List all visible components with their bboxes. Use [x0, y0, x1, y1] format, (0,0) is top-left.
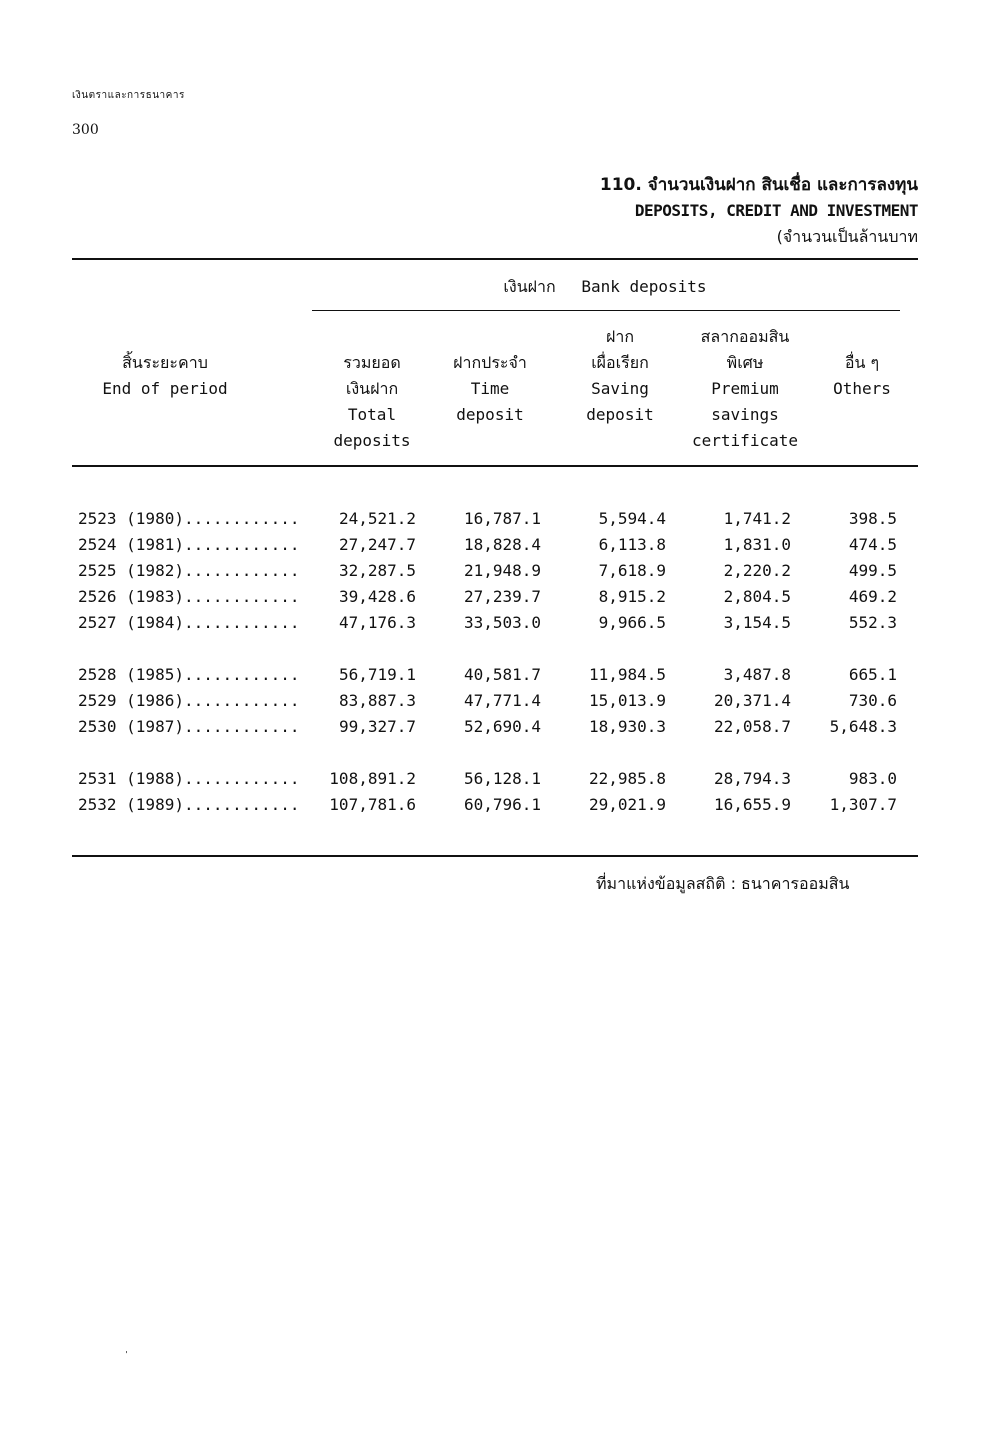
group-header-thai: เงินฝาก	[503, 277, 556, 296]
col-head-line: ฝากประจำ	[453, 353, 527, 372]
table-row	[72, 532, 897, 558]
value-cell: 99,327.7	[338, 717, 416, 736]
value-cell: 1,741.2	[723, 509, 791, 528]
period-cell: 2524 (1981)............	[78, 535, 300, 554]
value-cell: 983.0	[848, 769, 897, 788]
page-number: 300	[72, 122, 99, 138]
value-cell: 21,948.9	[463, 561, 541, 580]
col-head-line: Premium	[711, 379, 779, 398]
table-row	[72, 584, 897, 610]
value-cell: 7,618.9	[598, 561, 666, 580]
value-cell: 2,804.5	[723, 587, 791, 606]
value-cell: 24,521.2	[338, 509, 416, 528]
value-cell: 552.3	[848, 613, 897, 632]
header-bottom-rule	[72, 465, 918, 467]
table-title-thai: 110. จำนวนเงินฝาก สินเชื่อ และการลงทุน	[599, 175, 918, 195]
value-cell: 40,581.7	[463, 665, 541, 684]
col-head-line: Time	[470, 379, 510, 398]
value-cell: 107,781.6	[329, 795, 416, 814]
value-cell: 11,984.5	[588, 665, 666, 684]
value-cell: 6,113.8	[598, 535, 666, 554]
period-cell: 2526 (1983)............	[78, 587, 300, 606]
table-top-rule	[72, 258, 918, 260]
value-cell: 47,176.3	[338, 613, 416, 632]
value-cell: 1,307.7	[829, 795, 897, 814]
col-head-line: รวมยอด	[343, 353, 401, 372]
value-cell: 730.6	[848, 691, 897, 710]
col-head-line: เผื่อเรียก	[591, 353, 649, 372]
data-table	[72, 506, 897, 818]
period-cell: 2529 (1986)............	[78, 691, 300, 710]
value-cell: 3,487.8	[723, 665, 791, 684]
value-cell: 5,594.4	[598, 509, 666, 528]
col-head-line: Others	[833, 379, 891, 398]
col-head-line: สิ้นระยะคาบ	[122, 353, 208, 372]
col-head-line: Saving	[591, 379, 649, 398]
col-head-line: deposit	[586, 405, 654, 424]
group-header-bank-deposits	[310, 275, 900, 300]
value-cell: 56,719.1	[338, 665, 416, 684]
stray-mark: '	[124, 1350, 129, 1359]
value-cell: 56,128.1	[463, 769, 541, 788]
col-head-line: deposits	[333, 431, 411, 450]
value-cell: 32,287.5	[338, 561, 416, 580]
value-cell: 52,690.4	[463, 717, 541, 736]
col-head-line: deposit	[456, 405, 524, 424]
table-row	[72, 688, 897, 714]
value-cell: 474.5	[848, 535, 897, 554]
value-cell: 83,887.3	[338, 691, 416, 710]
table-unit-note: (จำนวนเป็นล้านบาท	[776, 227, 918, 246]
table-row	[72, 792, 897, 818]
period-cell: 2531 (1988)............	[78, 769, 300, 788]
col-head-premium	[675, 324, 815, 454]
group-header-english: Bank deposits	[581, 277, 707, 296]
value-cell: 16,655.9	[713, 795, 791, 814]
value-cell: 18,930.3	[588, 717, 666, 736]
col-head-line: End of period	[102, 379, 228, 398]
value-cell: 1,831.0	[723, 535, 791, 554]
value-cell: 22,985.8	[588, 769, 666, 788]
value-cell: 8,915.2	[598, 587, 666, 606]
period-cell: 2527 (1984)............	[78, 613, 300, 632]
value-cell: 20,371.4	[713, 691, 791, 710]
value-cell: 27,239.7	[463, 587, 541, 606]
table-row	[72, 714, 897, 740]
table-row	[72, 610, 897, 636]
col-head-line: certificate	[692, 431, 798, 450]
value-cell: 665.1	[848, 665, 897, 684]
value-cell: 3,154.5	[723, 613, 791, 632]
col-head-time	[435, 350, 545, 428]
table-row	[72, 506, 897, 532]
table-row	[72, 766, 897, 792]
col-head-period	[65, 350, 265, 402]
col-head-line: สลากออมสิน	[700, 327, 790, 346]
period-cell: 2532 (1989)............	[78, 795, 300, 814]
period-cell: 2528 (1985)............	[78, 665, 300, 684]
source-note: ที่มาแห่งข้อมูลสถิติ : ธนาคารออมสิน	[596, 874, 850, 893]
value-cell: 469.2	[848, 587, 897, 606]
col-head-saving	[560, 324, 680, 428]
period-cell: 2525 (1982)............	[78, 561, 300, 580]
value-cell: 47,771.4	[463, 691, 541, 710]
value-cell: 9,966.5	[598, 613, 666, 632]
period-cell: 2523 (1980)............	[78, 509, 300, 528]
value-cell: 39,428.6	[338, 587, 416, 606]
value-cell: 2,220.2	[723, 561, 791, 580]
table-title-block	[600, 172, 918, 250]
value-cell: 108,891.2	[329, 769, 416, 788]
value-cell: 5,648.3	[829, 717, 897, 736]
value-cell: 18,828.4	[463, 535, 541, 554]
table-row	[72, 558, 897, 584]
period-cell: 2530 (1987)............	[78, 717, 300, 736]
col-head-others	[817, 350, 907, 402]
col-head-line: savings	[711, 405, 779, 424]
value-cell: 16,787.1	[463, 509, 541, 528]
value-cell: 33,503.0	[463, 613, 541, 632]
value-cell: 29,021.9	[588, 795, 666, 814]
col-head-line: อื่น ๆ	[844, 353, 880, 372]
group-spacer	[72, 636, 897, 662]
table-bottom-rule	[72, 855, 918, 857]
value-cell: 398.5	[848, 509, 897, 528]
col-head-line: เงินฝาก	[345, 379, 399, 398]
value-cell: 15,013.9	[588, 691, 666, 710]
table-title-english: DEPOSITS, CREDIT AND INVESTMENT	[634, 201, 918, 220]
col-head-total	[317, 350, 427, 454]
group-spacer	[72, 740, 897, 766]
value-cell: 27,247.7	[338, 535, 416, 554]
running-head: เงินตราและการธนาคาร	[72, 90, 185, 101]
value-cell: 60,796.1	[463, 795, 541, 814]
value-cell: 22,058.7	[713, 717, 791, 736]
col-head-line: พิเศษ	[726, 353, 764, 372]
col-head-line: ฝาก	[605, 327, 635, 346]
table-row	[72, 662, 897, 688]
value-cell: 28,794.3	[713, 769, 791, 788]
group-header-rule	[312, 310, 900, 311]
value-cell: 499.5	[848, 561, 897, 580]
col-head-line: Total	[347, 405, 397, 424]
